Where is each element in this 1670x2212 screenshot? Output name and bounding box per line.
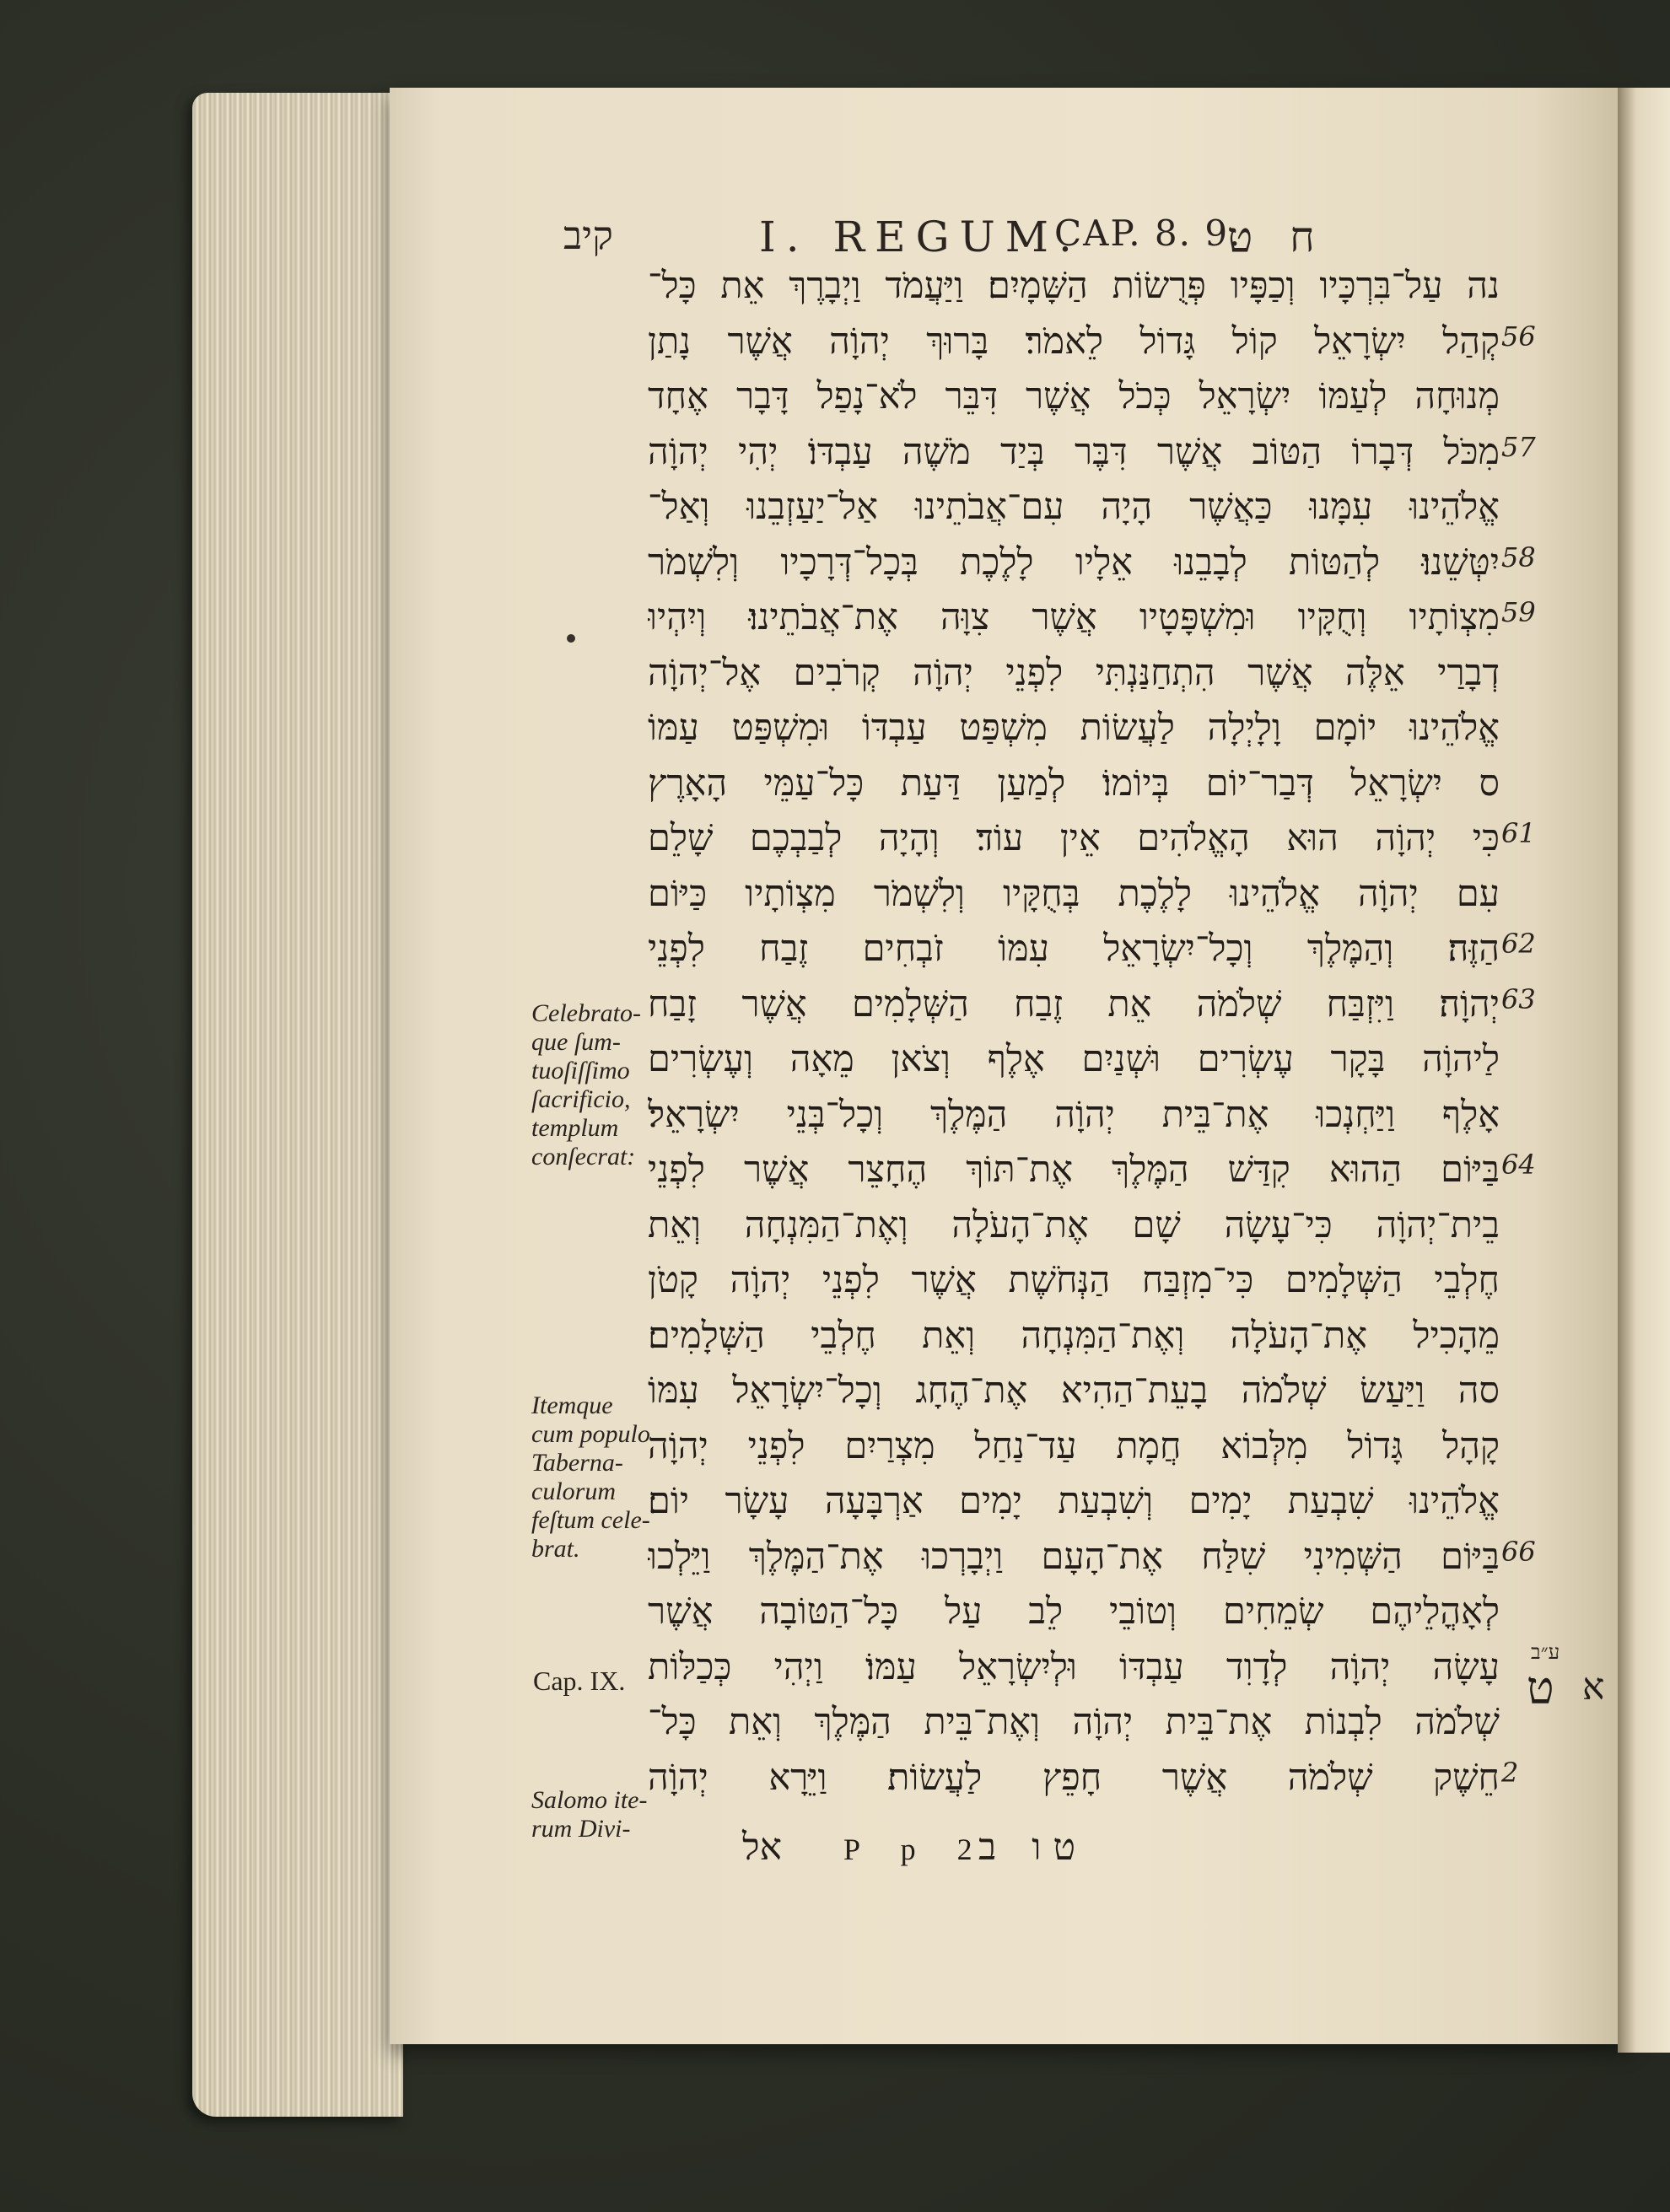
margin-note-line: Taberna-: [531, 1449, 623, 1477]
hebrew-line-text: בַּיּוֹם הַהוּא קִדַּשׁ הַמֶּלֶךְ אֶת־תּוֹךְ הֶחָצֵר אֲשֶׁר לִפְנֵי: [648, 1149, 1500, 1191]
margin-note-line: tuoſiſſimo: [531, 1057, 630, 1084]
verse-number: 2: [1501, 1756, 1519, 1789]
text-line: [649, 1199, 1552, 1255]
hebrew-line-text: כִּי יְהוָֹה הוּא הָאֱלֹהִים אֵין עוֹד׃ וְהָיָה לְבַבְכֶם שָׁלֵם: [648, 817, 1500, 859]
text-line: [649, 1531, 1552, 1586]
text-line: [649, 757, 1552, 813]
verse-number: 63: [1501, 982, 1536, 1015]
hebrew-line-text: לַיהוָֹה בָּקָר עֶשְׂרִים וּשְׁנַיִם אֶלֶף וְצֹאן מֵאָה וְעֶשְׂרִים: [648, 1038, 1500, 1080]
verse-number: 62: [1501, 928, 1536, 960]
text-line: [649, 1752, 1552, 1807]
hebrew-line-text: נה עַל־בִּרְכָּיו וְכַפָּיו פְּרֻשׂוֹת הַשָּׁמָיִם׃ וַיַּעֲמֹד וַיְבָרֶךְ אֵת כָּל־: [648, 265, 1500, 307]
hebrew-line-text: אֱלֹהֵינוּ שִׁבְעַת יָמִים וְשִׁבְעַת יָמִים אַרְבָּעָה עָשָׂר יוֹם׃: [648, 1480, 1500, 1522]
text-line: [649, 1420, 1552, 1476]
text-line: [649, 868, 1552, 923]
text-line: [649, 1641, 1552, 1697]
margin-note-celebratoque: [531, 999, 658, 1171]
margin-note-line: que ſum-: [531, 1028, 621, 1056]
margin-note-line: Salomo ite-: [531, 1786, 648, 1814]
margin-note-line: Itemque: [531, 1391, 613, 1419]
hebrew-line-text: קָהָל גָּדוֹל מִלְּבוֹא חֲמָת עַד־נַחַל מִצְרַיִם לִפְנֵי יְהוָֹה: [648, 1424, 1500, 1467]
hebrew-line-text: מְנוּחָה לְעַמּוֹ יִשְׂרָאֵל כְּכֹל אֲשֶׁר דִּבֵּר לֹא־נָפַל דָּבָר אֶחָד: [648, 375, 1500, 417]
book-page-edges: [192, 93, 403, 2117]
margin-note-line: templum: [531, 1114, 619, 1142]
small-marginal-mark: ע״ב: [1531, 1640, 1560, 1664]
hebrew-line-text: הַזֶּה׃ וְהַמֶּלֶךְ וְכָל־יִשְׂרָאֵל עִמּוֹ זֹבְחִים זֶבַח לִפְנֵי: [648, 928, 1500, 970]
text-line: [649, 1033, 1552, 1089]
text-line: [649, 426, 1552, 482]
text-line: [649, 978, 1552, 1034]
folio-number: קיב: [563, 213, 613, 258]
margin-note-line: conſecrat:: [531, 1143, 636, 1171]
hebrew-line-text: עָשָׂה יְהוָֹה לְדָוִד עַבְדּוֹ וּלְיִשְׂרָאֵל עַמּוֹ׃ וַיְהִי כְּכַלּוֹת: [648, 1645, 1500, 1688]
book-gutter: [1618, 88, 1670, 2053]
margin-note-itemque: [531, 1391, 658, 1563]
chapter-mark-latin: Cap. IX.: [533, 1666, 626, 1696]
text-line: [649, 812, 1552, 868]
hebrew-line-text: בֵית־יְהוָֹה כִּי־עָשָׂה שָׁם אֶת־הָעֹלָה וְאֶת־הַמִּנְחָה וְאֵת: [648, 1203, 1500, 1246]
hebrew-line-text: סה וַיַּעַשׂ שְׁלֹמֹה בָעֵת־הַהִיא אֶת־הֶחָג וְכָל־יִשְׂרָאֵל עִמּוֹ: [648, 1370, 1500, 1412]
text-line: [649, 260, 1552, 315]
verse-number: 59: [1501, 596, 1536, 628]
text-line: [649, 315, 1552, 371]
running-title: I. REGUM.: [759, 213, 1082, 261]
hebrew-line-text: קְהַל יִשְׂרָאֵל קוֹל גָּדוֹל לֵאמֹר׃ בָּרוּךְ יְהוָֹה אֲשֶׁר נָתַן: [648, 320, 1500, 363]
hebrew-line-text: יְהוָֹה׃ וַיִּזְבַּח שְׁלֹמֹה אֵת זֶבַח הַשְּׁלָמִים אֲשֶׁר זָבַח: [648, 982, 1500, 1025]
hebrew-line-text: עִם יְהוָֹה אֱלֹהֵינוּ לָלֶכֶת בְּחֻקָּיו וְלִשְׁמֹר מִצְוֹתָיו כַּיּוֹם: [648, 872, 1500, 915]
hebrew-line-text: יִטְּשֵׁנוּ׃ לְהַטּוֹת לְבָבֵנוּ אֵלָיו לָלֶכֶת בְּכָל־דְּרָכָיו וְלִשְׁמֹר: [648, 541, 1500, 584]
margin-note-line: cum populo: [531, 1420, 650, 1448]
hebrew-line-text: לְאָהֳלֵיהֶם שְׂמֵחִים וְטוֹבֵי לֵב עַל כָּל־הַטּוֹבָה אֲשֶׁר: [648, 1590, 1500, 1633]
hebrew-line-text: חֶלְבֵי הַשְּׁלָמִים כִּי־מִזְבַּח הַנְּחֹשֶׁת אֲשֶׁר לִפְנֵי יְהוָֹה קָטֹן: [648, 1259, 1500, 1301]
margin-note-line: brat.: [531, 1535, 580, 1563]
text-line: [649, 1310, 1552, 1365]
hebrew-line-text: שְׁלֹמֹה לִבְנוֹת אֶת־בֵּית יְהוָֹה וְאֶת־בֵּית הַמֶּלֶךְ וְאֵת כָּל־: [648, 1701, 1500, 1743]
signature-mark: P p 2: [843, 1833, 989, 1866]
text-line: [649, 370, 1552, 426]
text-line: [649, 702, 1552, 757]
text-line: [649, 647, 1552, 702]
margin-note-line: rum Divi-: [531, 1815, 631, 1843]
signature-hebrew: טו ב: [978, 1826, 1088, 1869]
verse-number: 64: [1501, 1149, 1536, 1181]
margin-note-line: feſtum cele-: [531, 1506, 650, 1534]
chapter-reference: CAP. 8. 9.: [1054, 213, 1242, 254]
hebrew-line-text: חֵשֶׁק שְׁלֹמֹה אֲשֶׁר חָפֵץ לַעֲשׂוֹת׃ וַיֵּרָא יְהוָֹה: [648, 1756, 1500, 1799]
verse-number: 66: [1501, 1535, 1536, 1568]
text-line: [649, 1475, 1552, 1531]
chapter-hebrew-letters: ח ט: [1227, 213, 1327, 261]
verse-number: 61: [1501, 817, 1536, 849]
margin-note-salomo: [531, 1786, 658, 1843]
hebrew-text-block: [649, 260, 1552, 1806]
text-line: [649, 481, 1552, 536]
text-line: [649, 1364, 1552, 1420]
hebrew-line-text: בַּיּוֹם הַשְּׁמִינִי שִׁלַּח אֶת־הָעָם וַיְבָרְכוּ אֶת־הַמֶּלֶךְ וַיֵּלְכוּ: [648, 1535, 1500, 1578]
margin-note-line: ſacrificio,: [531, 1085, 631, 1113]
hebrew-line-text: מִכֹּל דְּבָרוֹ הַטּוֹב אֲשֶׁר דִּבֶּר בְּיַד מֹשֶׁה עַבְדּוֹ׃ יְהִי יְהוָֹה: [648, 430, 1500, 473]
hebrew-line-text: מִצְוֹתָיו וְחֻקָּיו וּמִשְׁפָּטָיו אֲשֶׁר צִוָּה אֶת־אֲבֹתֵינוּ׃ וְיִהְיוּ: [648, 596, 1500, 638]
verse-number: 58: [1501, 541, 1536, 573]
text-line: [649, 1585, 1552, 1641]
hebrew-line-text: אֱלֹהֵינוּ עִמָּנוּ כַּאֲשֶׁר הָיָה עִם־אֲבֹתֵינוּ אַל־יַעַזְבֵנוּ וְאַל־: [648, 486, 1500, 528]
verse-number: 57: [1501, 430, 1536, 463]
catchword: אל: [742, 1826, 782, 1869]
text-line: [649, 1696, 1552, 1752]
text-line: [649, 1089, 1552, 1144]
text-line: [649, 591, 1552, 647]
ink-speck: [567, 634, 575, 643]
verse-one-marker: א: [1582, 1666, 1605, 1709]
hebrew-line-text: מֵהָכִיל אֶת־הָעֹלָה וְאֶת־הַמִּנְחָה וְאֵת חֶלְבֵי הַשְּׁלָמִים׃: [648, 1314, 1500, 1357]
hebrew-line-text: אֱלֹהֵינוּ יוֹמָם וָלָיְלָה לַעֲשׂוֹת מִשְׁפַּט עַבְדּוֹ וּמִשְׁפַּט עַמּוֹ: [648, 707, 1500, 749]
hebrew-line-text: דְבָרַי אֵלֶּה אֲשֶׁר הִתְחַנַּנְתִּי לִפְנֵי יְהוָֹה קְרֹבִים אֶל־יְהוָֹה: [648, 651, 1500, 694]
margin-note-line: Celebrato-: [531, 999, 641, 1027]
hebrew-line-text: ס יִשְׂרָאֵל דְּבַר־יוֹם בְּיוֹמוֹ׃ לְמַעַן דַּעַת כָּל־עַמֵּי הָאָרֶץ: [648, 762, 1500, 805]
text-line: [649, 536, 1552, 592]
text-line: [649, 1144, 1552, 1199]
margin-note-line: culorum: [531, 1477, 616, 1505]
verse-number: 56: [1501, 320, 1536, 353]
hebrew-line-text: אָלֶף וַיַּחְנְכוּ אֶת־בֵּית יְהוָֹה הַמֶּלֶךְ וְכָל־בְּנֵי יִשְׂרָאֵל׃: [648, 1093, 1500, 1136]
chapter-initial-letter: ט: [1527, 1661, 1554, 1714]
text-line: [649, 923, 1552, 978]
text-line: [649, 1254, 1552, 1310]
